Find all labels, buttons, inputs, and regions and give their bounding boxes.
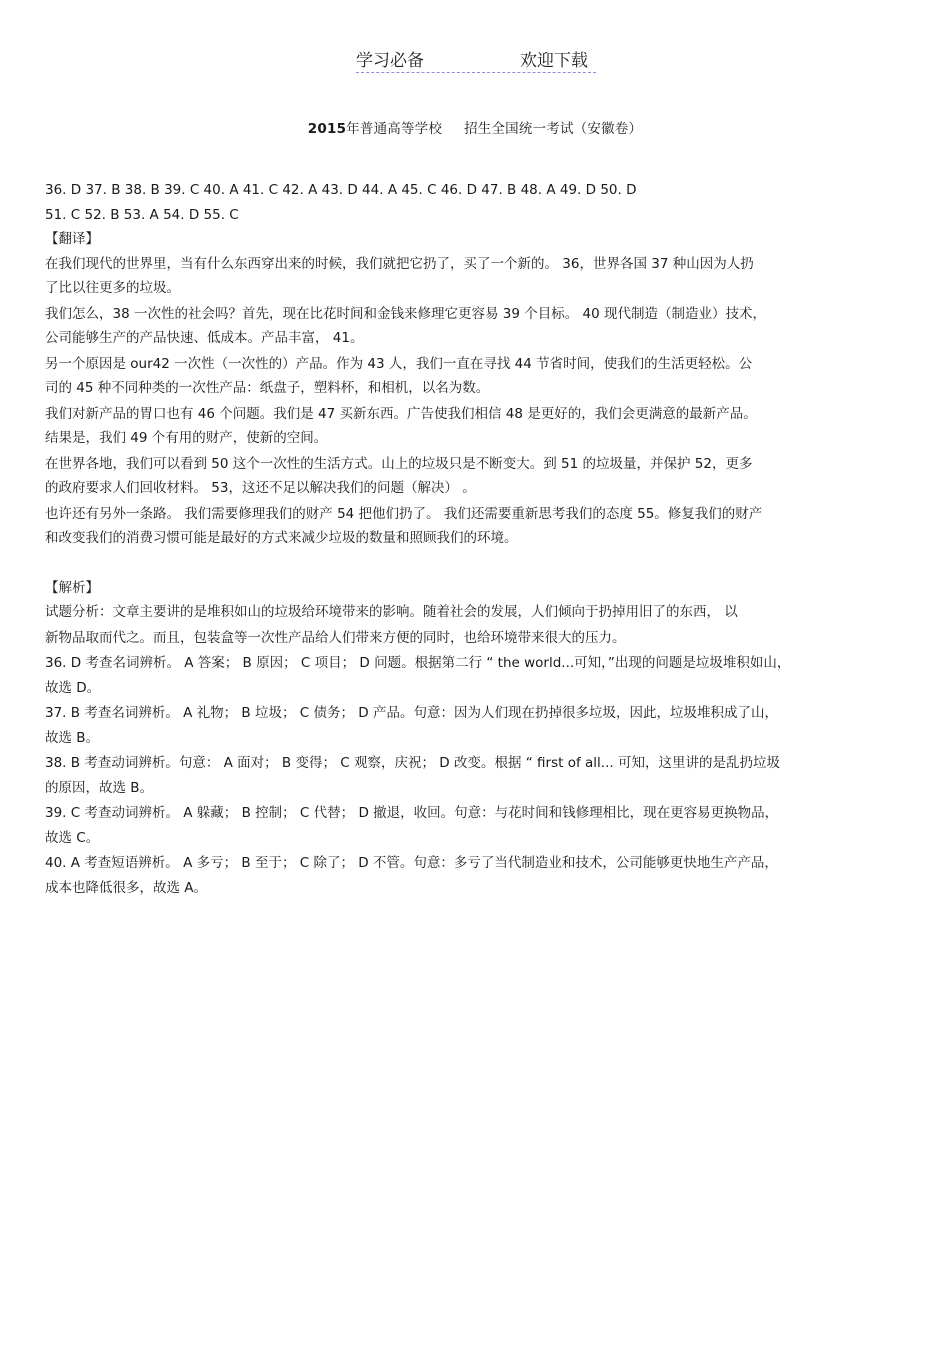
exam-year: 2015: [307, 121, 347, 137]
translation-line: 我们对新产品的胃口也有 46 个问题。我们是 47 买新东西。广告使我们相信 48 是更好的，我们会更满意的最新产品。: [45, 405, 757, 422]
translation-line: 结果是，我们 49 个有用的财产，使新的空间。: [45, 430, 328, 446]
translation-line: 也许还有另外一条路。 我们需要修理我们的财产 54 把他们扔了。 我们还需要重新思考我们的态度 55。修复我们的财产: [45, 505, 763, 522]
translation-line: 另一个原因是 our42 一次性（一次性的）产品。作为 43 人，我们一直在寻找 44 节省时间，使我们的生活更轻松。公: [45, 355, 753, 372]
analysis-line: 新物品取而代之。而且，包装盒等一次性产品给人们带来方便的同时，也给环境带来很大的压力。: [45, 629, 626, 646]
exam-title-part2: 招生全国统一考试（安徽卷）: [464, 121, 643, 137]
analysis-line: 成本也降低很多，故选 A。: [45, 879, 208, 896]
translation-line: 和改变我们的消费习惯可能是最好的方式来减少垃圾的数量和照顾我们的环境。: [45, 530, 518, 546]
analysis-heading: 【解析】: [45, 579, 99, 596]
exam-title-part1: 年普通高等学校: [346, 121, 443, 137]
analysis-line: 39. C 考查动词辨析。 A 躲藏； B 控制； C 代替； D 撤退，收回。句意：与花时间和钱修理相比，现在更容易更换物品，: [45, 805, 779, 821]
translation-line: 的政府要求人们回收材料。 53，这还不足以解决我们的问题（解决） 。: [45, 480, 476, 496]
translation-line: 我们怎么，38 一次性的社会吗？首先，现在比花时间和金钱来修理它更容易 39 个目标。 40 现代制造（制造业）技术，: [45, 305, 766, 322]
answer-line: 36. D 37. B 38. B 39. C 40. A 41. C 42. A 43. D 44. A 45. C 46. D 47. B 48. A 49. D 50. D: [45, 182, 637, 198]
translation-heading: 【翻译】: [45, 231, 99, 247]
page-header: [356, 46, 596, 73]
analysis-line: 故选 B。: [45, 729, 100, 746]
analysis-line: 试题分析：文章主要讲的是堆积如山的垃圾给环境带来的影响。随着社会的发展，人们倾向于扔掉用旧了的东西， 以: [45, 604, 738, 620]
translation-line: 公司能够生产的产品快速、低成本。产品丰富， 41。: [45, 330, 364, 346]
analysis-line: 38. B 考查动词辨析。句意： A 面对； B 变得； C 观察，庆祝； D 改变。根据 “ first of all... 可知，这里讲的是乱扔垃圾: [45, 755, 780, 771]
analysis-line: 故选 C。: [45, 829, 100, 846]
translation-line: 司的 45 种不同种类的一次性产品：纸盘子，塑料杯，和相机，以名为数。: [45, 380, 490, 396]
answer-line: 51. C 52. B 53. A 54. D 55. C: [45, 206, 239, 223]
header-right-text: 欢迎下载: [520, 51, 588, 71]
translation-line: 在世界各地，我们可以看到 50 这个一次性的生活方式。山上的垃圾只是不断变大。到 51 的垃圾量，并保护 52，更多: [45, 455, 753, 472]
analysis-line: 36. D 考查名词辨析。 A 答案； B 原因； C 项目； D 问题。根据第二行 “ the world...可知，”出现的问题是垃圾堆积如山，: [45, 655, 791, 671]
header-left-text: 学习必备: [356, 51, 424, 71]
analysis-line: 的原因，故选 B。: [45, 779, 154, 796]
translation-line: 了比以往更多的垃圾。: [45, 280, 180, 296]
analysis-line: 37. B 考查名词辨析。 A 礼物； B 垃圾； C 债务； D 产品。句意：因为人们现在扔掉很多垃圾，因此，垃圾堆积成了山，: [45, 705, 778, 721]
analysis-line: 故选 D。: [45, 679, 101, 696]
analysis-line: 40. A 考查短语辨析。 A 多亏； B 至于； C 除了； D 不管。句意：多亏了当代制造业和技术，公司能够更快地生产产品，: [45, 855, 778, 871]
document-body: [45, 178, 907, 900]
exam-title: [0, 117, 950, 137]
translation-line: 在我们现代的世界里，当有什么东西穿出来的时候，我们就把它扔了，买了一个新的。 36，世界各国 37 种山因为人扔: [45, 255, 754, 272]
